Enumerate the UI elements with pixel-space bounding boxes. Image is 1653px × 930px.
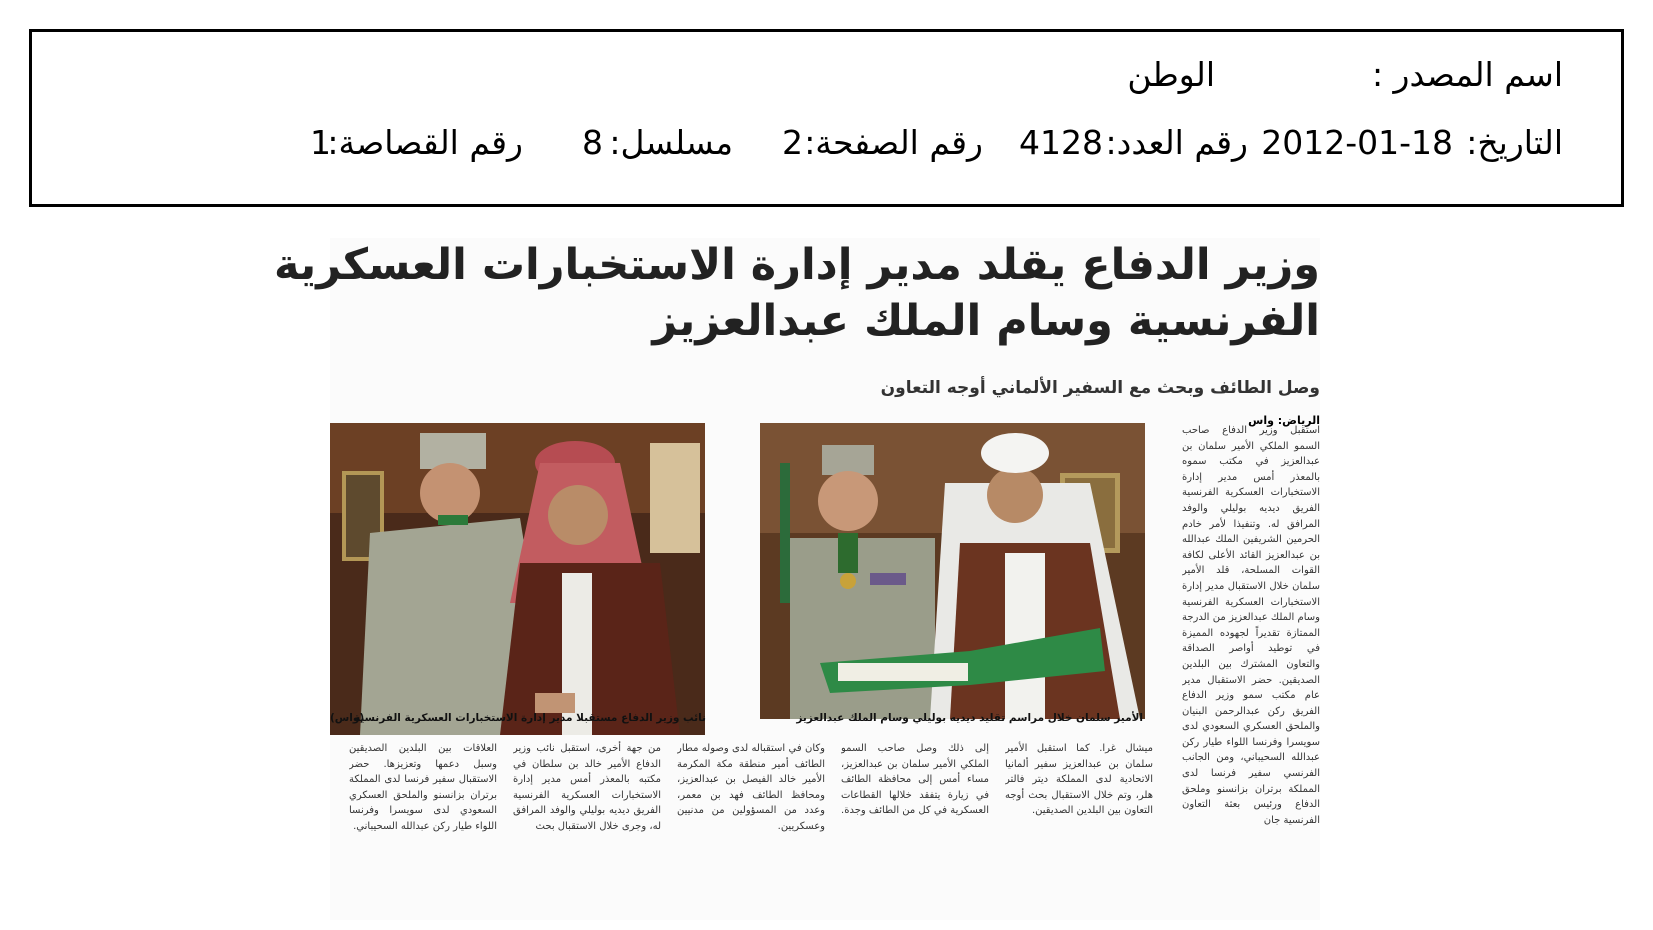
article-column-5: العلاقات بين البلدين الصديقين وسبل دعمها وتعزيزها. حضر الاستقبال سفير فرنسا لدى المملكة برتران بزانسنو والملحق العسكري السعودي لدى سويسرا وفرنسا اللواء طيار ركن عبدالله السحيباني. [349,743,497,832]
date-value: 2012-01-18 [1261,123,1453,162]
source-label: اسم المصدر : [1371,55,1563,94]
photo-ceremony [760,423,1145,719]
date-label: التاريخ: [1466,123,1563,162]
headline-line-1: وزير الدفاع يقلد مدير إدارة الاستخبارات العسكرية [273,240,1320,290]
clip-label: رقم القصاصة: [327,123,523,162]
caption-ceremony: الأمير سلمان خلال مراسم تقليد ديديه بوليلي وسام الملك عبدالعزيز [796,712,1143,724]
photo-handshake [330,423,705,735]
handshake-photo-image [330,423,705,735]
article-column-3: وكان في استقباله لدى وصوله مطار الطائف أمير منطقة مكة المكرمة الأمير خالد الفيصل بن عبدالعزيز، ومحافظ الطائف فهد بن معمر، وعدد من المسؤولين من مدنيين وعسكريين. [677,743,825,832]
article-column-side: استقبل وزير الدفاع صاحب السمو الملكي الأمير سلمان بن عبدالعزيز في مكتب سموه بالمعذر أمس مدير إدارة الاستخبارات العسكرية الفرنسية الفريق ديديه بوليلي والوفد المرافق له. وتنفيذا لأمر خادم الحرمين الشريفين الملك عبدالله بن عبدالعزيز القائد الأعلى لكافة القوات المسلحة، قلد الأمير سلمان خلال الاستقبال مدير إدارة الاستخبارات العسكرية الفرنسية وسام الملك عبدالعزيز من الدرجة الممتازة تقديراً لجهوده المميزة في توطيد أواصر الصداقة والتعاون المشترك بين البلدين الصديقين. حضر الاستقبال مدير عام مكتب سمو وزير الدفاع الفريق ركن عبدالرحمن البنيان والملحق العسكري السعودي لدى سويسرا وفرنسا اللواء طيار ركن عبدالله السحيباني، ومن الجانب الفرنسي سفير فرنسا لدى المملكة برتران بزانسنو وملحق الدفاع ورئيس بعثة التعاون الفرنسية جان [1182,425,1320,826]
source-metadata-box [29,29,1624,207]
clip-value: 1 [310,123,331,162]
ceremony-photo-image [760,423,1145,719]
source-name: الوطن [1127,55,1215,94]
serial-label: مسلسل: [609,123,733,162]
newspaper-clipping [273,238,1320,920]
caption-handshake: نائب وزير الدفاع مستقبلا مدير إدارة الاستخبارات العسكرية الفرنسية [353,712,706,724]
issue-label: رقم العدد: [1105,123,1248,162]
article-column-4: من جهة أخرى، استقبل نائب وزير الدفاع الأمير خالد بن سلطان في مكتبه بالمعذر أمس مدير إدارة الاستخبارات العسكرية الفرنسية الفريق ديديه بوليلي والوفد المرافق له، وجرى خلال الاستقبال بحث [513,743,661,832]
page-value: 2 [782,123,803,162]
issue-value: 4128 [1019,123,1103,162]
serial-value: 8 [582,123,603,162]
caption-credit: (واس) [330,712,365,724]
article-column-1: ميشال غرا. كما استقبل الأمير سلمان بن عبدالعزيز سفير ألمانيا الاتحادية لدى المملكة ديتر فالتر هلر، وتم خلال الاستقبال بحث أوجه التعاون بين البلدين الصديقين. [1005,743,1153,817]
meta-row [303,123,1563,166]
article-column-2: إلى ذلك وصل صاحب السمو الملكي الأمير سلمان بن عبدالعزيز، مساء أمس إلى محافظة الطائف في زيارة يتفقد خلالها القطاعات العسكرية في كل من الطائف وجدة. [841,743,989,817]
subheadline: وصل الطائف وبحث مع السفير الألماني أوجه التعاون [880,378,1320,398]
dateline: الرياض: واس [1248,414,1320,427]
headline-line-2: الفرنسية وسام الملك عبدالعزيز [652,296,1320,346]
page-label: رقم الصفحة: [804,123,983,162]
